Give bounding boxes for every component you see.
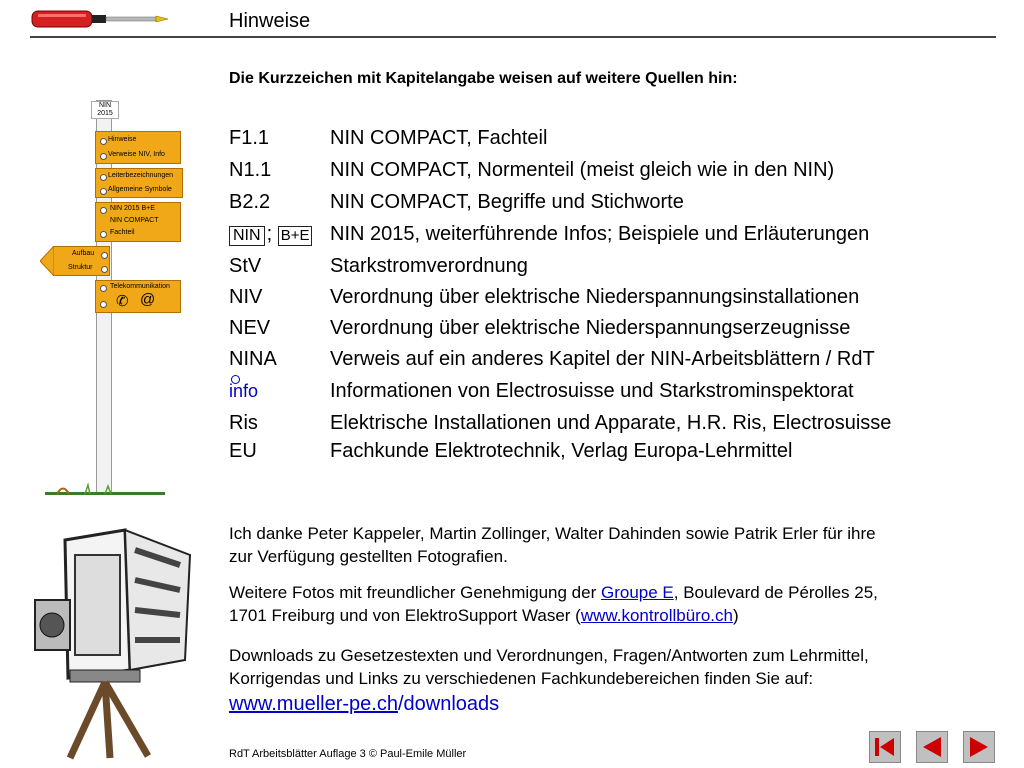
ref-desc: NIN 2015, weiterführende Infos; Beispiele und Erläuterungen (330, 223, 870, 245)
ref-code: NEV (229, 317, 271, 339)
footer-text: RdT Arbeitsblätter Auflage 3 © Paul-Emile Müller (229, 748, 467, 760)
screwdriver-icon (30, 6, 170, 32)
ref-desc: Informationen von Electrosuisse und Starkstrominspektorat (330, 380, 854, 402)
signpost-sign: NIN 2015 B+E NIN COMPACT Fachteil (95, 202, 181, 242)
be-badge: B+E (278, 226, 313, 246)
groupe-e-link[interactable]: Groupe E (600, 583, 674, 602)
first-page-button[interactable] (869, 731, 901, 763)
signpost-sign: Aufbau Struktur (53, 246, 110, 276)
phone-icon: ✆ (116, 293, 129, 310)
sign-arrow-tip (40, 246, 54, 276)
ref-code: StV (229, 255, 262, 277)
first-page-icon (870, 732, 900, 762)
next-page-icon (964, 732, 994, 762)
ref-code: NIV (229, 286, 263, 308)
downloads-link[interactable]: www.mueller-pe.ch/downloads (229, 693, 500, 715)
ref-desc: NIN COMPACT, Normenteil (meist gleich wie in den NIN) (330, 159, 835, 181)
ref-desc: Verordnung über elektrische Niederspannungserzeugnisse (330, 317, 851, 339)
thanks-paragraph: Ich danke Peter Kappeler, Martin Zollinger, Walter Dahinden sowie Patrik Erler für ihre zur Verfügung gestellten Fotografien. (229, 524, 876, 566)
ref-code (229, 380, 258, 403)
kontrollbuero-link[interactable]: www.kontrollbüro.ch (580, 606, 733, 625)
next-page-button[interactable] (963, 731, 995, 763)
ref-code: NINA (229, 348, 277, 370)
intro-text: Die Kurzzeichen mit Kapitelangabe weisen auf weitere Quellen hin: (229, 70, 738, 87)
ref-separator: ; (266, 223, 273, 245)
ref-desc: NIN COMPACT, Begriffe und Stichworte (330, 191, 684, 213)
vintage-camera-icon (30, 520, 210, 760)
ref-desc: NIN COMPACT, Fachteil (330, 127, 548, 149)
signpost-sign: Telekommunikation ✆ @ (95, 280, 181, 313)
ref-desc: Starkstromverordnung (330, 255, 528, 277)
ref-code: EU (229, 440, 257, 462)
ref-desc: Fachkunde Elektrotechnik, Verlag Europa-Lehrmittel (330, 440, 793, 462)
signpost-sign: Hinweise Verweise NIV, Info (95, 131, 181, 164)
previous-page-icon (917, 732, 947, 762)
ref-code: N1.1 (229, 159, 272, 181)
ref-desc: Verordnung über elektrische Niederspannungsinstallationen (330, 286, 860, 308)
previous-page-button[interactable] (916, 731, 948, 763)
nin-badge: NIN (229, 226, 265, 246)
grass-icon (55, 481, 125, 500)
at-icon: @ (140, 291, 156, 308)
header-divider (30, 36, 996, 38)
signpost-sign: Leiterbezeichnungen Allgemeine Symbole (95, 168, 183, 198)
downloads-paragraph: Downloads zu Gesetzestexten und Verordnungen, Fragen/Antworten zum Lehrmittel, Korrigendas und Links zu verschiedenen Fachkundebereichen finden Sie auf: (229, 646, 869, 688)
info-icon: info (229, 381, 258, 402)
page-title: Hinweise (229, 10, 311, 32)
signpost-label: NIN 2015 (91, 101, 119, 119)
ref-code (229, 223, 312, 246)
ref-code: Ris (229, 412, 258, 434)
ref-desc: Elektrische Installationen und Apparate, H.R. Ris, Electrosuisse (330, 412, 892, 434)
photos-paragraph: Weitere Fotos mit freundlicher Genehmigung der Groupe E, Boulevard de Pérolles 25, 1701 Freiburg und von ElektroSupport Waser (www.kontrollbüro.ch) (229, 583, 878, 625)
ref-code: F1.1 (229, 127, 270, 149)
ref-desc: Verweis auf ein anderes Kapitel der NIN-Arbeitsblättern / RdT (330, 348, 875, 370)
ref-code: B2.2 (229, 191, 271, 213)
